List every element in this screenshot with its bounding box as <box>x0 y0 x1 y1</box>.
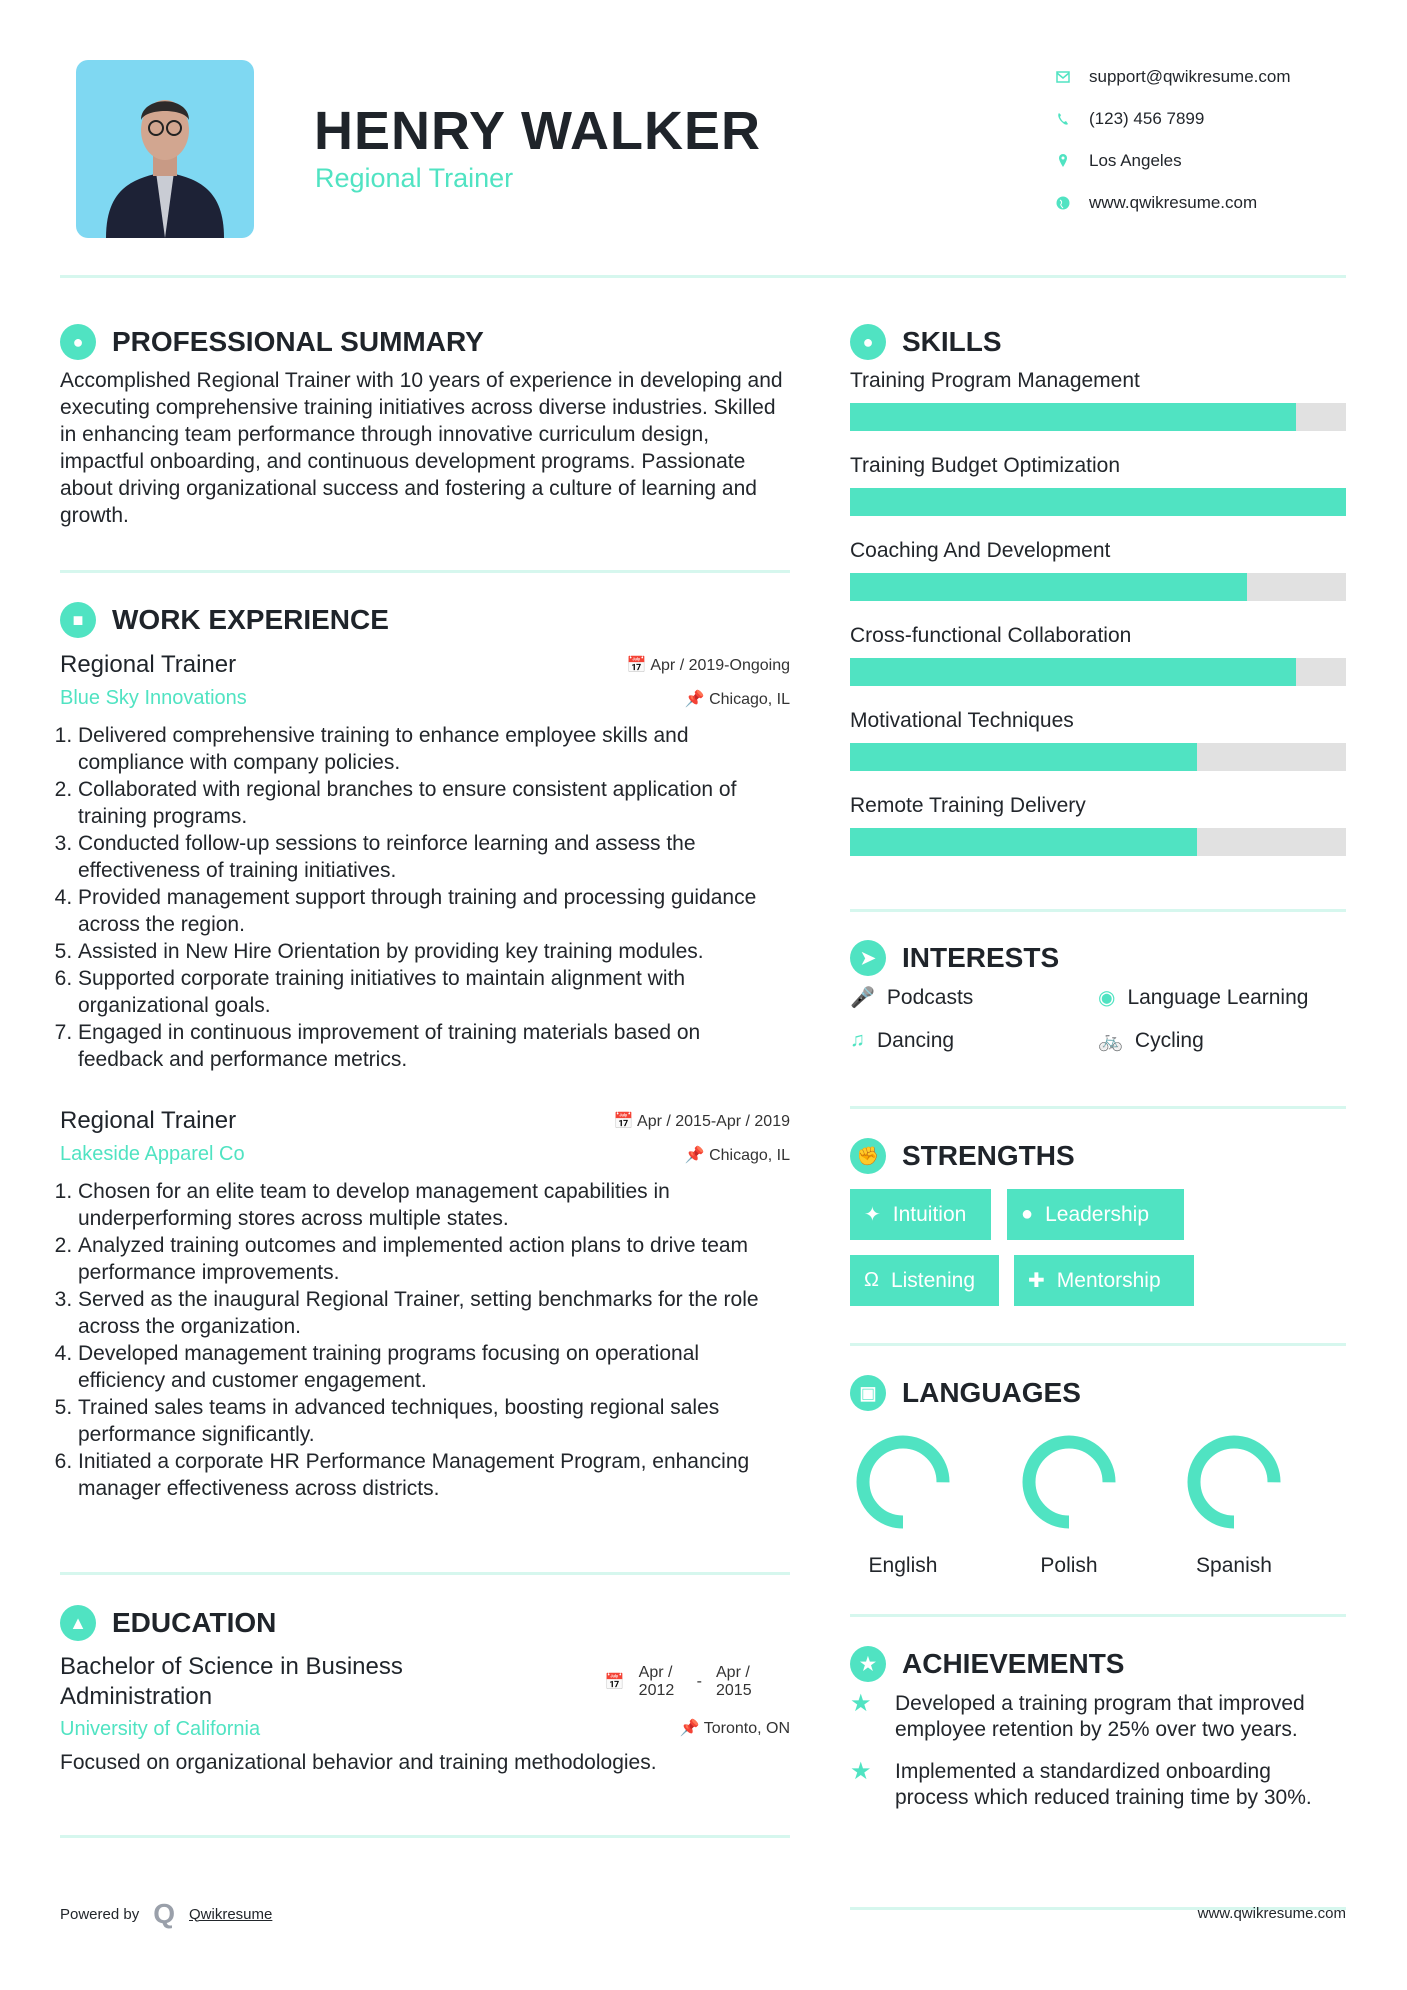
phone-icon <box>1055 111 1071 127</box>
brand-link[interactable]: Qwikresume <box>189 1905 273 1923</box>
skill-bar-fill <box>850 828 1197 856</box>
summary-section <box>60 323 790 529</box>
strength-label: Leadership <box>1045 1202 1150 1226</box>
microphone-icon: 🎤 <box>850 987 875 1009</box>
powered-by <box>60 1898 272 1930</box>
skill-item <box>850 624 1346 686</box>
section-heading: LANGUAGES <box>902 1377 1081 1408</box>
location-text: Toronto, ON <box>703 1720 790 1737</box>
skill-label: Training Budget Optimization <box>850 454 1121 477</box>
skill-bar-fill <box>850 403 1296 431</box>
start-date: Apr / 2012 <box>638 1664 675 1699</box>
language-name: English <box>868 1554 938 1577</box>
section-divider <box>850 909 1346 912</box>
bullet-item: 1. Delivered comprehensive training to enhance employee skills and compliance with company policies. <box>78 722 790 776</box>
skill-label: Coaching And Development <box>850 539 1111 562</box>
strength-tag <box>850 1189 991 1240</box>
briefcase-icon: ■ <box>60 602 96 638</box>
contact-location <box>1055 140 1291 182</box>
achievement-item <box>850 1759 1346 1811</box>
bullet-item: 2. Analyzed training outcomes and implemented action plans to drive team performance improvements. <box>78 1232 790 1286</box>
skill-item <box>850 794 1346 856</box>
section-heading: STRENGTHS <box>902 1140 1075 1171</box>
contact-text: (123) 456 7899 <box>1089 109 1205 128</box>
school: University of California <box>60 1718 261 1740</box>
pin-icon: 📌 <box>684 1146 710 1164</box>
interest-item <box>1098 1028 1346 1053</box>
music-icon: ♫ <box>850 1029 865 1051</box>
skill-item <box>850 454 1346 516</box>
skill-item <box>850 539 1346 601</box>
star-icon: ★ <box>850 1758 872 1785</box>
strength-label: Listening <box>890 1268 976 1292</box>
star-badge-icon: ★ <box>850 1646 886 1682</box>
skill-item <box>850 369 1346 431</box>
achievements-section <box>850 1645 1346 1811</box>
language-name: Spanish <box>1196 1554 1272 1577</box>
section-heading: SKILLS <box>902 326 1002 357</box>
job-bullets <box>60 1178 790 1502</box>
section-heading: WORK EXPERIENCE <box>112 604 389 635</box>
magic-wand-icon: ✦ <box>864 1204 881 1226</box>
achievement-item <box>850 1691 1346 1743</box>
job-location <box>685 1145 790 1165</box>
interest-label: Language Learning <box>1127 985 1309 1009</box>
language-item <box>1009 1432 1129 1578</box>
strength-label: Intuition <box>892 1202 967 1226</box>
experience-section <box>60 601 790 1502</box>
job-bullets <box>60 722 790 1073</box>
bullet-item: 3. Conducted follow-up sessions to reinforce learning and assess the effectiveness of training initiatives. <box>78 830 790 884</box>
graduation-icon: ▲ <box>60 1605 96 1641</box>
header-divider <box>60 275 1346 278</box>
language-level-ring <box>1184 1432 1284 1532</box>
skill-item <box>850 709 1346 771</box>
contact-text: Los Angeles <box>1089 151 1182 170</box>
contact-text: support@qwikresume.com <box>1089 67 1291 86</box>
skill-bar-fill <box>850 743 1197 771</box>
language-item <box>1174 1432 1294 1578</box>
skill-label: Motivational Techniques <box>850 709 1074 732</box>
globe-icon: ◉ <box>1098 987 1116 1009</box>
language-level-ring <box>853 1432 953 1532</box>
skill-bar <box>850 658 1346 686</box>
end-date: Apr / 2015 <box>716 1664 752 1699</box>
interests-section <box>850 939 1346 1053</box>
paper-plane-icon: ➤ <box>850 940 886 976</box>
skills-section <box>850 323 1346 879</box>
company-name: Lakeside Apparel Co <box>60 1143 245 1165</box>
section-divider <box>850 1106 1346 1109</box>
interest-item <box>850 985 1098 1010</box>
strength-label: Mentorship <box>1056 1268 1161 1292</box>
skill-bar <box>850 828 1346 856</box>
education-location <box>680 1718 790 1741</box>
bullet-item: 2. Collaborated with regional branches to ensure consistent application of training programs. <box>78 776 790 830</box>
contact-text: www.qwikresume.com <box>1089 193 1258 212</box>
job-title: Regional Trainer <box>60 1107 237 1134</box>
interest-label: Cycling <box>1134 1028 1204 1052</box>
candidate-title: Regional Trainer <box>315 163 514 193</box>
location-icon <box>1055 153 1071 169</box>
strength-tag <box>1014 1255 1194 1306</box>
contact-list <box>1055 56 1291 224</box>
bullet-item: 4. Provided management support through training and processing guidance across the region. <box>78 884 790 938</box>
education-description: Focused on organizational behavior and training methodologies. <box>60 1751 657 1774</box>
person-photo-icon <box>76 60 254 238</box>
contact-email[interactable] <box>1055 56 1291 98</box>
skill-bar-fill <box>850 573 1247 601</box>
pin-icon: 📌 <box>684 690 710 708</box>
section-divider <box>60 1572 790 1575</box>
location-text: Chicago, IL <box>709 1146 790 1164</box>
bullet-item: 3. Served as the inaugural Regional Trainer, setting benchmarks for the role across the organization. <box>78 1286 790 1340</box>
bicycle-icon: 🚲 <box>1098 1030 1123 1052</box>
language-icon: ▣ <box>850 1375 886 1411</box>
section-heading: INTERESTS <box>902 942 1060 973</box>
achievement-text: Implemented a standardized onboarding process which reduced training time by 30%. <box>895 1760 1312 1809</box>
job-dates <box>627 655 790 675</box>
user-icon: ● <box>60 324 96 360</box>
dates-text: Apr / 2019-Ongoing <box>650 657 790 674</box>
globe-icon <box>1055 195 1071 211</box>
footer-url[interactable]: www.qwikresume.com <box>1197 1905 1346 1922</box>
skill-label: Remote Training Delivery <box>850 794 1086 817</box>
section-divider <box>60 1835 790 1838</box>
skill-bar <box>850 488 1346 516</box>
contact-phone[interactable] <box>1055 98 1291 140</box>
section-heading: ACHIEVEMENTS <box>902 1648 1125 1679</box>
section-heading: PROFESSIONAL SUMMARY <box>112 326 484 357</box>
lightbulb-icon: ● <box>850 324 886 360</box>
calendar-icon: 📅 <box>604 1674 625 1691</box>
company-name: Blue Sky Innovations <box>60 687 247 709</box>
calendar-icon: 📅 <box>613 1113 638 1130</box>
star-icon: ★ <box>850 1690 872 1717</box>
language-item <box>843 1432 963 1578</box>
contact-website[interactable] <box>1055 182 1291 224</box>
interest-item <box>1098 985 1346 1010</box>
education-section <box>60 1604 790 1776</box>
profile-photo <box>76 60 254 238</box>
section-divider <box>850 1614 1346 1617</box>
interest-label: Dancing <box>877 1028 955 1052</box>
strength-tag <box>850 1255 999 1306</box>
section-heading: EDUCATION <box>112 1607 277 1638</box>
bullet-item: 1. Chosen for an elite team to develop management capabilities in underperforming stores across multiple states. <box>78 1178 790 1232</box>
strength-tag <box>1007 1189 1184 1240</box>
skill-bar-fill <box>850 488 1346 516</box>
job-entry <box>60 651 790 1073</box>
achievement-text: Developed a training program that improved employee retention by 25% over two years. <box>895 1692 1305 1741</box>
skill-bar-fill <box>850 658 1296 686</box>
section-divider <box>60 570 790 573</box>
pin-icon: 📌 <box>679 1720 704 1737</box>
bullet-item: 5. Trained sales teams in advanced techniques, boosting regional sales performance significantly. <box>78 1394 790 1448</box>
email-icon <box>1055 69 1071 85</box>
section-divider <box>850 1343 1346 1346</box>
skill-label: Training Program Management <box>850 369 1140 392</box>
job-location <box>685 689 790 709</box>
language-level-ring <box>1019 1432 1119 1532</box>
bullet-item: 6. Supported corporate training initiatives to maintain alignment with organizational goals. <box>78 965 790 1019</box>
job-dates <box>614 1111 790 1131</box>
job-entry <box>60 1107 790 1502</box>
bullet-item: 5. Assisted in New Hire Orientation by providing key training modules. <box>78 938 790 965</box>
users-icon: ● <box>1021 1203 1034 1225</box>
language-name: Polish <box>1040 1554 1098 1577</box>
summary-text: Accomplished Regional Trainer with 10 years of experience in developing and executing comprehensive training initiatives across diverse industries. Skilled in enhancing team performance through innovative curriculum design, impactful onboarding, and continuous development programs. Passionate about driving organizational success and fostering a culture of learning and growth. <box>60 369 783 527</box>
skill-bar <box>850 743 1346 771</box>
skill-label: Cross-functional Collaboration <box>850 624 1132 647</box>
dates-text: Apr / 2015-Apr / 2019 <box>637 1113 790 1130</box>
bullet-item: 7. Engaged in continuous improvement of training materials based on feedback and performance metrics. <box>78 1019 790 1073</box>
interest-label: Podcasts <box>886 985 974 1009</box>
candidate-name: HENRY WALKER <box>314 101 762 161</box>
bullet-item: 4. Developed management training programs focusing on operational efficiency and customer engagement. <box>78 1340 790 1394</box>
degree: Bachelor of Science in Business Administration <box>60 1653 403 1710</box>
calendar-icon: 📅 <box>626 657 651 674</box>
powered-by-text: Powered by <box>60 1905 140 1923</box>
languages-section <box>850 1374 1346 1577</box>
location-text: Chicago, IL <box>709 690 790 708</box>
interest-item <box>850 1028 1098 1053</box>
strengths-section <box>850 1137 1346 1317</box>
user-plus-icon: ✚ <box>1028 1270 1045 1292</box>
qwikresume-logo-icon: Q <box>153 1898 175 1929</box>
fist-icon: ✊ <box>850 1138 886 1174</box>
education-dates: 📅 Apr / 2012 - Apr / 2015 <box>605 1652 760 1712</box>
headphones-icon: Ω <box>864 1269 879 1291</box>
bullet-item: 6. Initiated a corporate HR Performance Management Program, enhancing manager effectiveness across districts. <box>78 1448 790 1502</box>
job-title: Regional Trainer <box>60 651 237 678</box>
skill-bar <box>850 573 1346 601</box>
skill-bar <box>850 403 1346 431</box>
